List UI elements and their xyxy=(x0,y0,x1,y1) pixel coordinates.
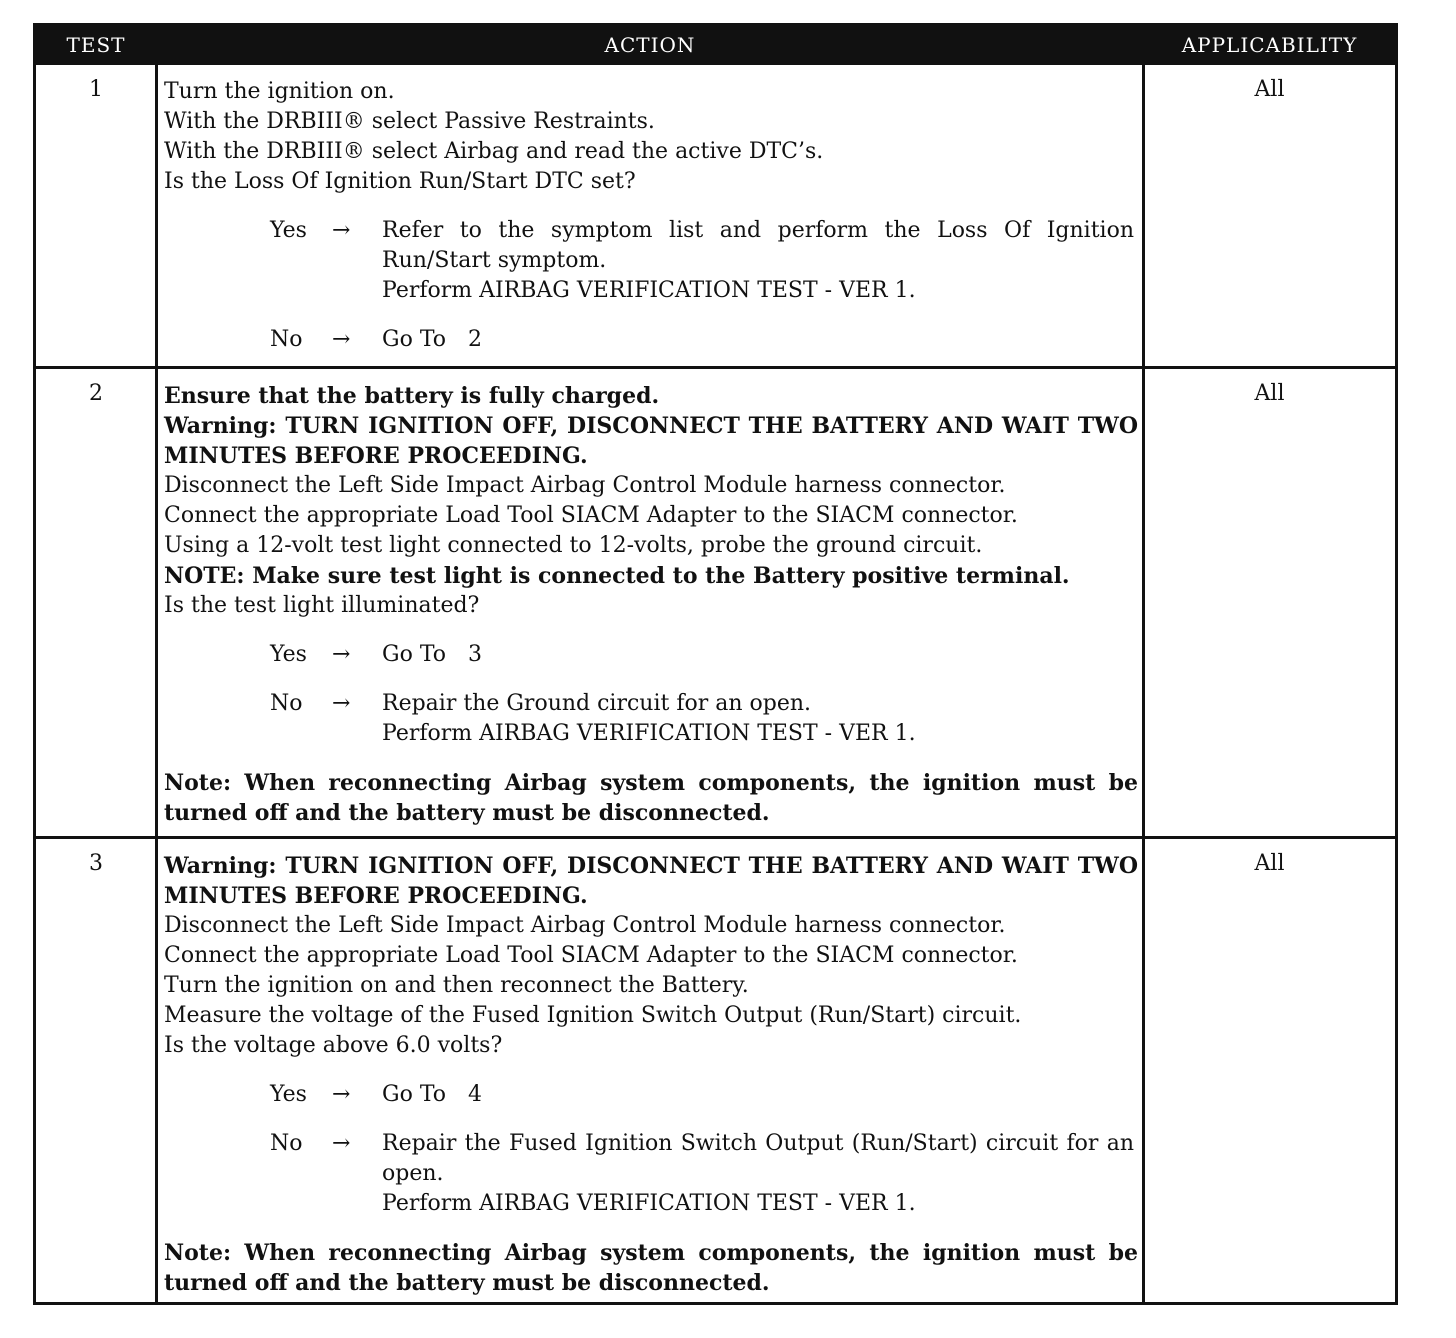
yes-label: Yes xyxy=(270,218,307,243)
table-row xyxy=(36,366,1395,836)
header-applicability: APPLICABILITY xyxy=(1181,33,1358,57)
verification-test-text: Perform AIRBAG VERIFICATION TEST - VER 1. xyxy=(382,1191,916,1216)
action-line: Using a 12-volt test light connected to 12-volts, probe the ground circuit. xyxy=(164,533,983,558)
no-response xyxy=(270,1129,1138,1219)
arrow-icon: → xyxy=(332,1131,351,1156)
yes-body xyxy=(382,1080,1134,1110)
arrow-icon: → xyxy=(332,327,351,352)
no-body xyxy=(382,689,1134,749)
applicability: All xyxy=(1254,381,1285,406)
action-line: Turn the ignition on. xyxy=(164,79,395,104)
no-label: No xyxy=(270,327,303,352)
action-line: Measure the voltage of the Fused Ignition Switch Output (Run/Start) circuit. xyxy=(164,1003,1022,1028)
action-line: Connect the appropriate Load Tool SIACM Adapter to the SIACM connector. xyxy=(164,503,1018,528)
verification-test-text: Perform AIRBAG VERIFICATION TEST - VER 1. xyxy=(382,721,916,746)
inline-note: NOTE: Make sure test light is connected to the Battery positive terminal. xyxy=(164,563,1070,589)
no-label: No xyxy=(270,1131,303,1156)
diagnostic-table xyxy=(33,23,1398,1305)
arrow-icon: → xyxy=(332,691,351,716)
reconnect-note: Note: When reconnecting Airbag system components, the ignition must be turned off and the battery must be disconnected. xyxy=(164,770,1138,826)
action-line: With the DRBIII® select Airbag and read the active DTC’s. xyxy=(164,139,824,164)
test-number: 2 xyxy=(89,381,103,406)
goto-number: 4 xyxy=(468,1082,483,1107)
yes-response xyxy=(270,1080,1138,1110)
yes-label: Yes xyxy=(270,1082,307,1107)
question-text: Is the voltage above 6.0 volts? xyxy=(164,1033,503,1058)
action-line: Disconnect the Left Side Impact Airbag Control Module harness connector. xyxy=(164,473,1006,498)
yes-body xyxy=(382,640,1134,670)
yes-label: Yes xyxy=(270,642,307,667)
action-cell xyxy=(164,381,1138,828)
applicability: All xyxy=(1254,77,1285,102)
header-action: ACTION xyxy=(604,33,696,57)
yes-response xyxy=(270,216,1138,306)
table-header xyxy=(36,26,1395,65)
verification-test-text: Perform AIRBAG VERIFICATION TEST - VER 1. xyxy=(382,278,916,303)
no-text: Repair the Fused Ignition Switch Output (Run/Start) circuit for an open. xyxy=(382,1131,1134,1186)
action-cell xyxy=(164,77,1138,355)
no-response xyxy=(270,689,1138,749)
no-body xyxy=(382,1129,1134,1219)
warning-text: Warning: TURN IGNITION OFF, DISCONNECT THE BATTERY AND WAIT TWO MINUTES BEFORE PROCEEDING. xyxy=(164,413,1138,469)
action-line: Disconnect the Left Side Impact Airbag Control Module harness connector. xyxy=(164,913,1006,938)
goto-text: Go To xyxy=(382,327,447,352)
header-test: TEST xyxy=(66,33,126,57)
action-line: Is the Loss Of Ignition Run/Start DTC set? xyxy=(164,169,636,194)
yes-response xyxy=(270,640,1138,670)
action-line: Connect the appropriate Load Tool SIACM Adapter to the SIACM connector. xyxy=(164,943,1018,968)
no-response xyxy=(270,325,1138,355)
yes-text: Refer to the symptom list and perform the Loss Of Ignition Run/Start symptom. xyxy=(382,218,1134,273)
table-row xyxy=(36,65,1395,366)
reconnect-note: Note: When reconnecting Airbag system components, the ignition must be turned off and the battery must be disconnected. xyxy=(164,1240,1138,1296)
test-number: 1 xyxy=(89,77,103,102)
applicability: All xyxy=(1254,851,1285,876)
bold-instruction: Ensure that the battery is fully charged. xyxy=(164,383,660,409)
table-row xyxy=(36,836,1395,1302)
question-text: Is the test light illuminated? xyxy=(164,593,480,618)
arrow-icon: → xyxy=(332,1082,351,1107)
goto-text: Go To xyxy=(382,1082,447,1107)
arrow-icon: → xyxy=(332,642,351,667)
action-cell xyxy=(164,851,1138,1298)
action-line: With the DRBIII® select Passive Restraints. xyxy=(164,109,655,134)
goto-text: Go To xyxy=(382,642,447,667)
no-label: No xyxy=(270,691,303,716)
no-body xyxy=(382,325,1134,355)
warning-text: Warning: TURN IGNITION OFF, DISCONNECT THE BATTERY AND WAIT TWO MINUTES BEFORE PROCEEDING. xyxy=(164,853,1138,909)
action-line: Turn the ignition on and then reconnect the Battery. xyxy=(164,973,749,998)
goto-number: 2 xyxy=(468,327,483,352)
no-text: Repair the Ground circuit for an open. xyxy=(382,691,812,716)
yes-body xyxy=(382,216,1134,306)
goto-number: 3 xyxy=(468,642,483,667)
arrow-icon: → xyxy=(332,218,351,243)
test-number: 3 xyxy=(89,851,103,876)
